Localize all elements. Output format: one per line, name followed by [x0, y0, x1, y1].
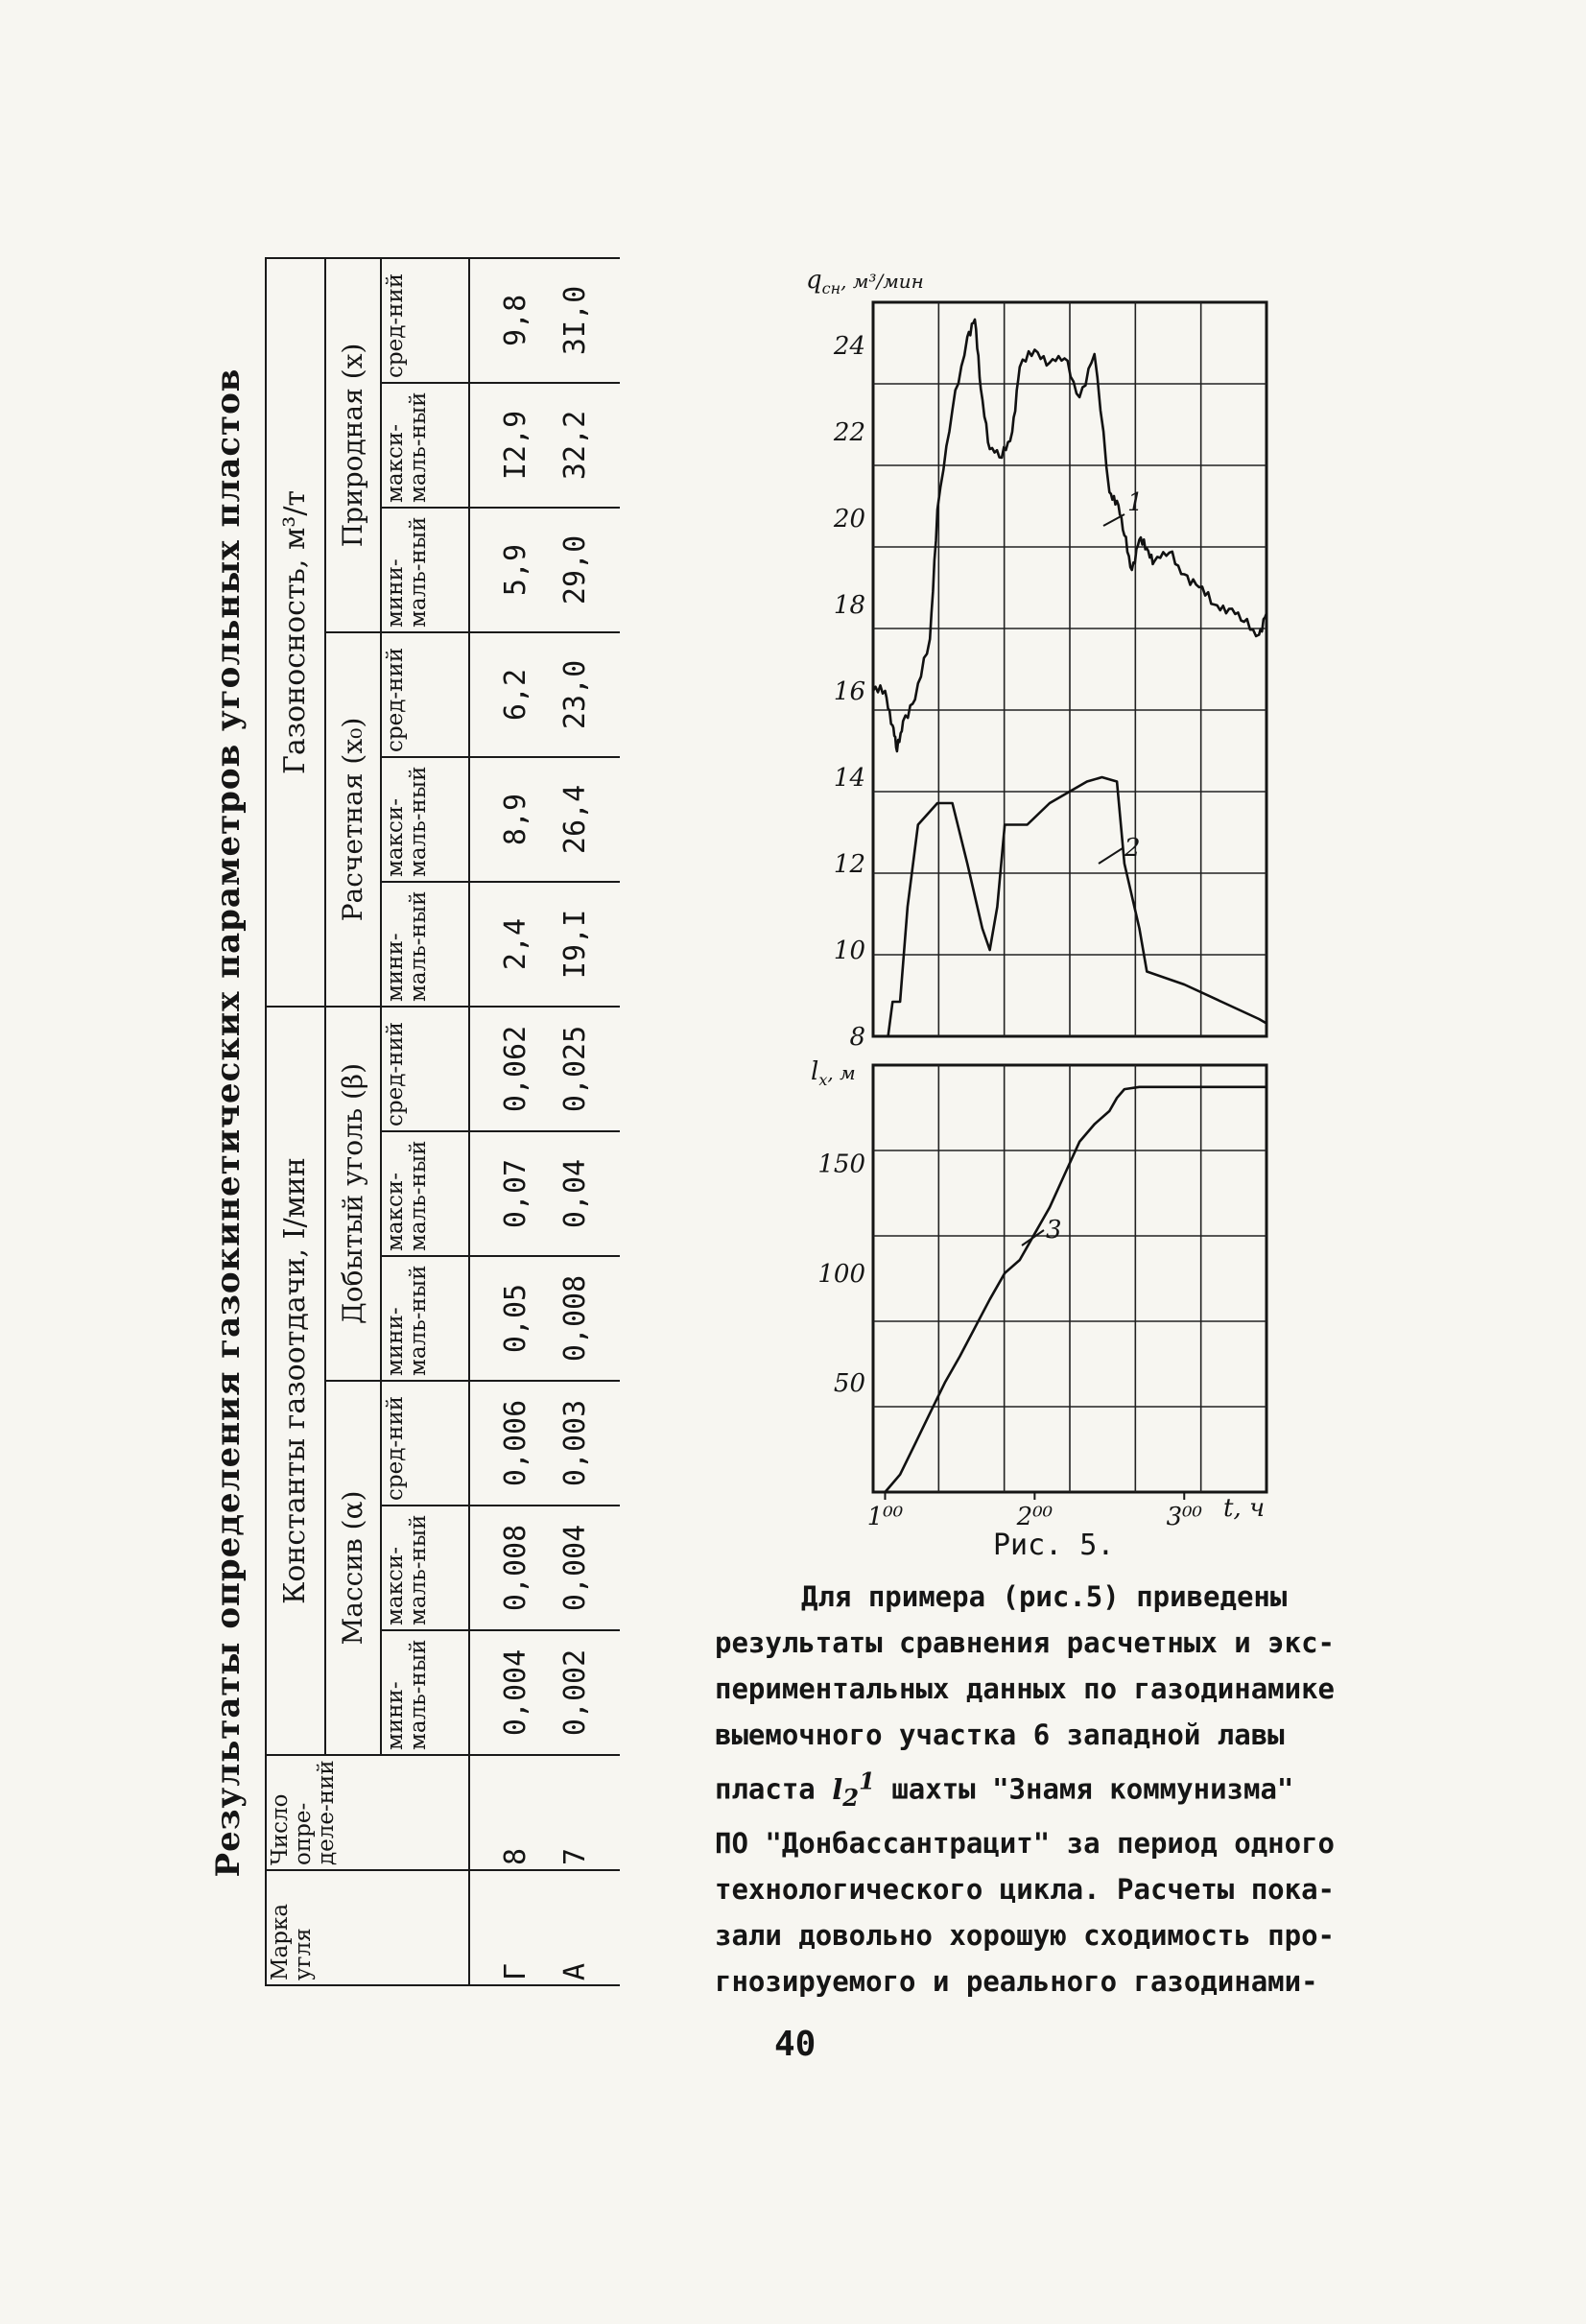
- paragraph-line: выемочного участка 6 западной лавы: [715, 1719, 1285, 1751]
- cell-brand: Г: [469, 1870, 545, 1985]
- header-max: макси-маль-ный: [381, 383, 469, 508]
- paragraph-line: результаты сравнения расчетных и экс-: [715, 1626, 1336, 1659]
- header-massiv: Массив (α): [325, 1381, 381, 1755]
- header-min: мини-маль-ный: [381, 1256, 469, 1381]
- x-tick-label: 3⁰⁰: [1166, 1503, 1202, 1531]
- header-min: мини-маль-ный: [381, 508, 469, 632]
- x-tick-labels: [867, 1492, 1203, 1531]
- header-avg: сред-ний: [381, 258, 469, 383]
- paragraph-line: ПО "Донбассантрацит" за период одного: [715, 1827, 1336, 1861]
- x-axis-label: t, ч: [1223, 1494, 1266, 1523]
- header-dobytyi: Добытый уголь (β): [325, 1007, 381, 1381]
- rotated-table-block: [201, 259, 624, 1986]
- paragraph-line: Для примера (рис.5) приведены: [801, 1580, 1288, 1613]
- header-max: макси-маль-ный: [381, 1131, 469, 1256]
- series-line-3: [886, 1087, 1267, 1492]
- y-tick-label: 18: [833, 591, 865, 620]
- series-line-2: [888, 777, 1266, 1036]
- y-tick-label: 24: [833, 332, 865, 361]
- table-cell: 2,4: [469, 882, 545, 1007]
- y-tick-label: 100: [817, 1259, 865, 1289]
- table-cell: 0,04: [545, 1131, 620, 1256]
- table-cell: 0,004: [469, 1630, 545, 1755]
- y-tick-label: 50: [833, 1368, 865, 1398]
- y-tick-label: 8: [849, 1023, 865, 1052]
- seam-symbol: $l_2^1$: [832, 1767, 875, 1812]
- upper-y-tick-labels: [833, 332, 865, 1052]
- header-gas-content: Газоносность, м³/т: [266, 258, 325, 1007]
- table-title: Результаты определения газокинетических параметров угольных пластов: [209, 368, 248, 1878]
- paragraph-fragment: пласта: [715, 1772, 833, 1806]
- curve-label-2-leader: [1099, 848, 1123, 864]
- header-count: Число опре-деле-ний: [266, 1755, 469, 1870]
- header-avg: сред-ний: [381, 632, 469, 757]
- y-tick-label: 16: [833, 677, 865, 706]
- curve-label-1: 1: [1127, 488, 1144, 517]
- y-tick-label: 22: [833, 418, 865, 447]
- table-cell: 0,006: [469, 1381, 545, 1506]
- table-cell: 23,0: [545, 632, 620, 757]
- header-avg: сред-ний: [381, 1007, 469, 1131]
- cell-count: 7: [545, 1755, 620, 1870]
- table-cell: 29,0: [545, 508, 620, 632]
- header-max: макси-маль-ный: [381, 1506, 469, 1630]
- figure-5: [787, 259, 1286, 1583]
- table-cell: 8,9: [469, 757, 545, 882]
- upper-chart-grid: [873, 302, 1266, 1036]
- table-cell: 0,003: [545, 1381, 620, 1506]
- table-area: [201, 259, 624, 1986]
- y-tick-label: 14: [833, 764, 865, 793]
- table-row: [545, 258, 620, 1985]
- x-tick-label: 1⁰⁰: [866, 1503, 904, 1531]
- table-cell: 0,008: [545, 1256, 620, 1381]
- lower-y-tick-labels: [817, 1150, 865, 1398]
- paragraph-fragment: шахты "Знамя коммунизма": [874, 1772, 1294, 1806]
- table-cell: 0,025: [545, 1007, 620, 1131]
- upper-y-label: $q_{сн}^{, м^3/мин}$: [806, 266, 924, 297]
- table-cell: 0,008: [469, 1506, 545, 1630]
- header-raschetnaya: Расчетная (x₀): [325, 632, 381, 1007]
- paragraph-line: технологического цикла. Расчеты пока-: [715, 1873, 1336, 1907]
- table-cell: 6,2: [469, 632, 545, 757]
- header-max: макси-маль-ный: [381, 757, 469, 882]
- y-tick-label: 20: [833, 505, 865, 534]
- paragraph-line: периментальных данных по газодинамике: [715, 1672, 1336, 1705]
- table-cell: 0,002: [545, 1630, 620, 1755]
- table-cell: 5,9: [469, 508, 545, 632]
- y-tick-label: 10: [833, 937, 865, 965]
- curve-label-3-leader: [1022, 1230, 1044, 1245]
- cell-count: 8: [469, 1755, 545, 1870]
- figure-caption: Рис. 5.: [993, 1529, 1115, 1562]
- lower-y-label: $l_x^{, м}$: [811, 1057, 856, 1089]
- lower-chart-series: [886, 1087, 1267, 1492]
- body-paragraph: [715, 1574, 1406, 2004]
- table-cell: 3I,0: [545, 258, 620, 383]
- table-cell: 9,8: [469, 258, 545, 383]
- paragraph-line-seam: [715, 1758, 1406, 1820]
- table-cell: 0,062: [469, 1007, 545, 1131]
- header-min: мини-маль-ный: [381, 1630, 469, 1755]
- y-tick-label: 150: [817, 1150, 865, 1179]
- table-cell: I9,I: [545, 882, 620, 1007]
- y-tick-label: 12: [833, 850, 865, 879]
- gas-parameters-table: [265, 257, 620, 1986]
- curve-label-2: 2: [1124, 834, 1141, 863]
- header-constants: Константы газоотдачи, I/мин: [266, 1007, 325, 1755]
- header-prirodnaya: Природная (x): [325, 258, 381, 632]
- table-cell: 32,2: [545, 383, 620, 508]
- table-cell: 0,07: [469, 1131, 545, 1256]
- curve-label-3: 3: [1046, 1216, 1062, 1245]
- header-avg: сред-ний: [381, 1381, 469, 1506]
- header-min: мини-маль-ный: [381, 882, 469, 1007]
- table-cell: 0,004: [545, 1506, 620, 1630]
- table-cell: 26,4: [545, 757, 620, 882]
- table-row: [469, 258, 545, 1985]
- page-number: 40: [774, 2025, 817, 2064]
- cell-brand: А: [545, 1870, 620, 1985]
- paragraph-line: зали довольно хорошую сходимость про-: [715, 1919, 1336, 1953]
- x-tick-label: 2⁰⁰: [1016, 1503, 1053, 1531]
- figure-5-plot: [787, 259, 1286, 1583]
- lower-chart-grid: [873, 1065, 1266, 1492]
- paragraph-line: гнозируемого и реального газодинами-: [715, 1965, 1318, 1999]
- table-cell: I2,9: [469, 383, 545, 508]
- table-cell: 0,05: [469, 1256, 545, 1381]
- header-brand: Марка угля: [266, 1870, 469, 1985]
